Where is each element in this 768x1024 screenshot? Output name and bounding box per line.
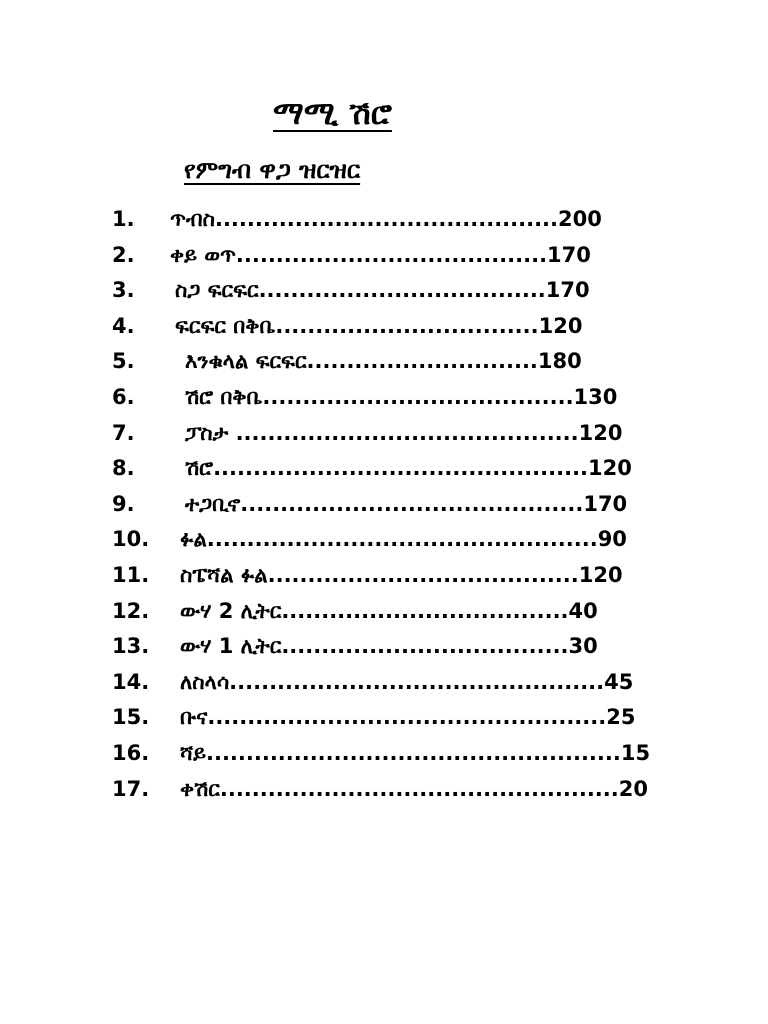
item-entry: ፓስታ ...........................................120 [185, 420, 623, 445]
item-number: 9. [112, 491, 135, 516]
item-entry: ቡና..................................................25 [180, 705, 636, 730]
page-title: ማሚ ሽሮ [273, 94, 392, 132]
list-item [112, 380, 672, 416]
list-item [112, 416, 672, 452]
item-number: 3. [112, 278, 135, 303]
item-number: 1. [112, 207, 135, 231]
list-item [112, 665, 672, 701]
item-number: 7. [112, 420, 135, 445]
item-entry: ስጋ ፍርፍር....................................170 [175, 278, 590, 303]
item-entry: ሻይ....................................................15 [180, 740, 651, 765]
item-entry: ተጋቢኖ...........................................170 [185, 491, 628, 516]
item-entry: ሽሮ በቅቤ.......................................130 [185, 384, 618, 409]
list-item [112, 309, 672, 345]
page-subtitle: የምግብ ዋጋ ዝርዝር [184, 156, 361, 184]
list-item [112, 736, 672, 772]
item-entry: ቀሽር..................................................20 [180, 776, 648, 801]
price-list [112, 202, 672, 807]
list-item [112, 594, 672, 630]
list-item [112, 558, 672, 594]
item-number: 6. [112, 384, 135, 409]
item-number: 16. [112, 740, 150, 765]
list-item [112, 700, 672, 736]
item-number: 4. [112, 313, 135, 338]
item-number: 14. [112, 669, 150, 694]
item-number: 12. [112, 598, 150, 623]
item-entry: ውሃ 2 ሊትር....................................40 [180, 598, 598, 623]
item-entry: ስፔሻል ፉል.......................................120 [180, 562, 623, 587]
item-number: 17. [112, 776, 150, 801]
list-item [112, 273, 672, 309]
item-number: 10. [112, 527, 150, 552]
list-item [112, 629, 672, 665]
list-item [112, 772, 672, 808]
list-item [112, 522, 672, 558]
item-number: 13. [112, 634, 150, 659]
item-entry: ለስላሳ...............................................45 [180, 669, 634, 694]
item-entry: ሽሮ...............................................120 [185, 456, 632, 481]
list-item [112, 238, 672, 274]
item-number: 11. [112, 562, 150, 587]
item-entry: ፍርፍር በቅቤ.................................120 [175, 313, 583, 338]
item-number: 5. [112, 349, 135, 374]
list-item [112, 487, 672, 523]
item-entry: ውሃ 1 ሊትር....................................30 [180, 634, 598, 659]
list-item [112, 344, 672, 380]
list-item [112, 451, 672, 487]
item-number: 2. [112, 242, 135, 267]
item-entry: እንቁላል ፍርፍር.............................180 [185, 349, 582, 374]
item-number: 15. [112, 705, 150, 730]
item-entry: ጥብስ...........................................200 [170, 207, 602, 231]
list-item [112, 202, 672, 238]
item-entry: ፉል.................................................90 [180, 527, 627, 552]
item-number: 8. [112, 456, 135, 481]
item-entry: ቀይ ወጥ.......................................170 [170, 242, 591, 267]
